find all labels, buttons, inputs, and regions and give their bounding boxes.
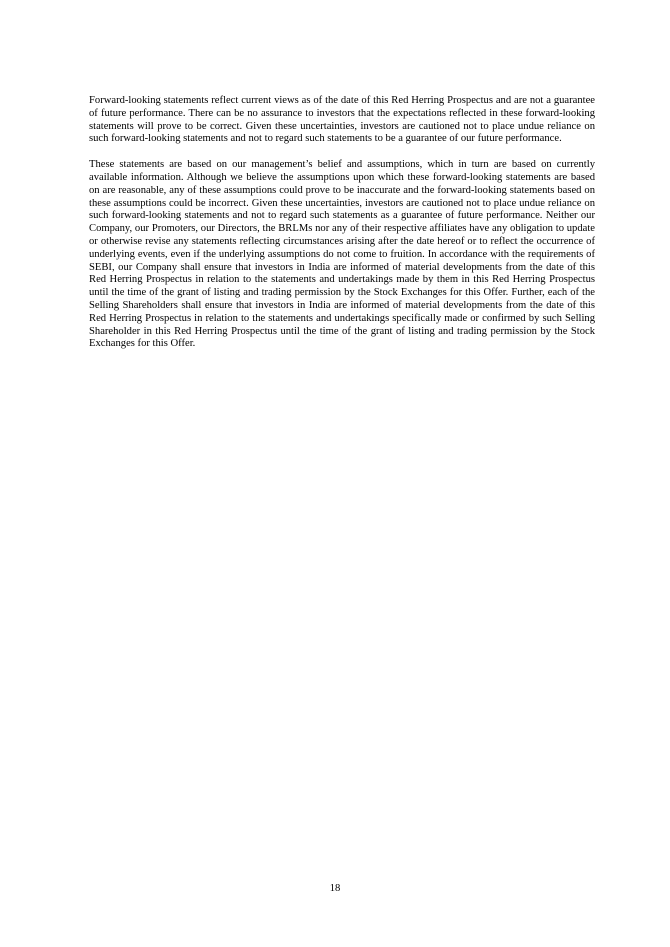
page-number: 18 <box>329 883 341 894</box>
paragraph-forward-looking-views: Forward-looking statements reflect current views as of the date of this Red Herring Prospectus and are not a guarantee of future performance. There can be no assurance to investors that the expectations reflected in these forward-looking statements will prove to be correct. Given these uncertainties, investors are cautioned not to place undue reliance on such forward-looking statements and not to regard such statements to be a guarantee of our future performance. <box>89 95 595 145</box>
body-text <box>89 95 595 364</box>
paragraph-management-assumptions: These statements are based on our management’s belief and assumptions, which in turn are based on currently available information. Although we believe the assumptions upon which these forward-looking statements are based on are reasonable, any of these assumptions could prove to be inaccurate and the forward-looking statements based on these assumptions could be incorrect. Given these uncertainties, investors are cautioned not to place undue reliance on such forward-looking statements and not to regard such statements as a guarantee of future performance. Neither our Company, our Promoters, our Directors, the BRLMs nor any of their respective affiliates have any obligation to update or otherwise revise any statements reflecting circumstances arising after the date hereof or to reflect the occurrence of underlying events, even if the underlying assumptions do not come to fruition. In accordance with the requirements of SEBI, our Company shall ensure that investors in India are informed of material developments from the date of this Red Herring Prospectus in relation to the statements and undertakings made by them in this Red Herring Prospectus until the time of the grant of listing and trading permission by the Stock Exchanges for this Offer. Further, each of the Selling Shareholders shall ensure that investors in India are informed of material developments from the date of this Red Herring Prospectus in relation to the statements and undertakings specifically made or confirmed by such Selling Shareholder in this Red Herring Prospectus until the time of the grant of listing and trading permission by the Stock Exchanges for this Offer. <box>89 159 595 350</box>
